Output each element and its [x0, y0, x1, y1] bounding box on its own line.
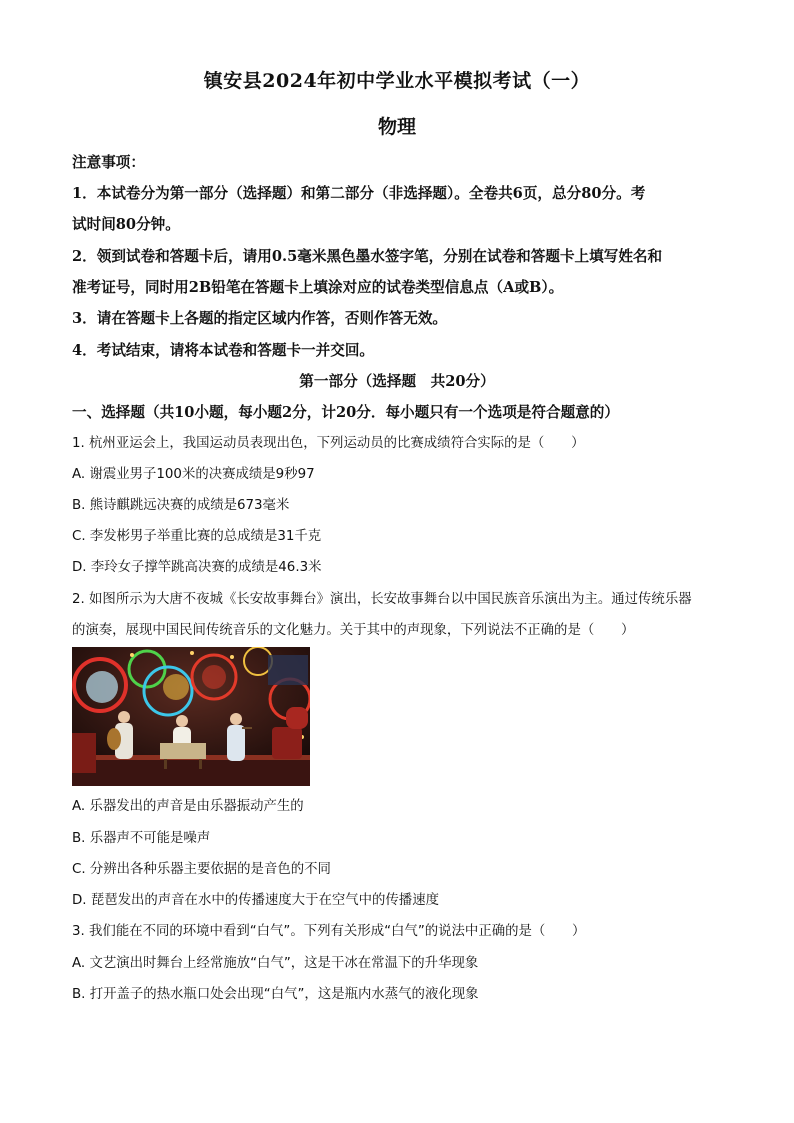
stage-performance-photo — [72, 647, 310, 786]
question-2-option-a: A. 乐器发出的声音是由乐器振动产生的 — [72, 799, 304, 814]
question-2-option-d: D. 琵琶发出的声音在水中的传播速度大于在空气中的传播速度 — [72, 893, 439, 908]
section-heading: 一、选择题（共10小题，每小题2分，计20分．每小题只有一个选项是符合题意的） — [72, 404, 619, 421]
part1-heading: 第一部分（选择题 共20分） — [299, 373, 495, 390]
question-2-stem-line-2: 的演奏，展现中国民间传统音乐的文化魅力。关于其中的声现象，下列说法不正确的是（ ） — [72, 623, 635, 638]
question-2-option-c: C. 分辨出各种乐器主要依据的是音色的不同 — [72, 862, 331, 877]
question-2-option-b: B. 乐器声不可能是噪声 — [72, 831, 211, 846]
note-1-line-1: 1．本试卷分为第一部分（选择题）和第二部分（非选择题）。全卷共6页，总分80分。考 — [72, 185, 646, 202]
stage-performance-illustration — [72, 647, 310, 786]
exam-title: 镇安县2024年初中学业水平模拟考试（一） — [203, 70, 591, 92]
note-4: 4．考试结束，请将本试卷和答题卡一并交回。 — [72, 342, 375, 359]
question-1-option-b: B. 熊诗麒跳远决赛的成绩是673毫米 — [72, 498, 290, 513]
question-1-stem: 1. 杭州亚运会上，我国运动员表现出色，下列运动员的比赛成绩符合实际的是（ ） — [72, 436, 585, 451]
question-1-option-c: C. 李发彬男子举重比赛的总成绩是31千克 — [72, 529, 322, 544]
note-1-line-2: 试时间80分钟。 — [72, 216, 180, 233]
note-2-line-2: 准考证号，同时用2B铅笔在答题卡上填涂对应的试卷类型信息点（A或B）。 — [72, 279, 564, 296]
note-2-line-1: 2．领到试卷和答题卡后，请用0.5毫米黑色墨水签字笔，分别在试卷和答题卡上填写姓名和 — [72, 248, 663, 265]
question-2-stem-line-1: 2. 如图所示为大唐不夜城《长安故事舞台》演出，长安故事舞台以中国民族音乐演出为主。通过传统乐器 — [72, 592, 692, 607]
question-3-stem: 3. 我们能在不同的环境中看到“白气”。下列有关形成“白气”的说法中正确的是（ ） — [72, 924, 586, 939]
question-3-option-a: A. 文艺演出时舞台上经常施放“白气”，这是干冰在常温下的升华现象 — [72, 956, 479, 971]
subject-title: 物理 — [377, 116, 416, 138]
notes-heading: 注意事项： — [72, 154, 145, 171]
question-3-option-b: B. 打开盖子的热水瓶口处会出现“白气”，这是瓶内水蒸气的液化现象 — [72, 987, 479, 1002]
note-3: 3．请在答题卡上各题的指定区域内作答，否则作答无效。 — [72, 310, 448, 327]
question-1-option-d: D. 李玲女子撑竿跳高决赛的成绩是46.3米 — [72, 560, 322, 575]
question-1-option-a: A. 谢震业男子100米的决赛成绩是9秒97 — [72, 467, 315, 482]
